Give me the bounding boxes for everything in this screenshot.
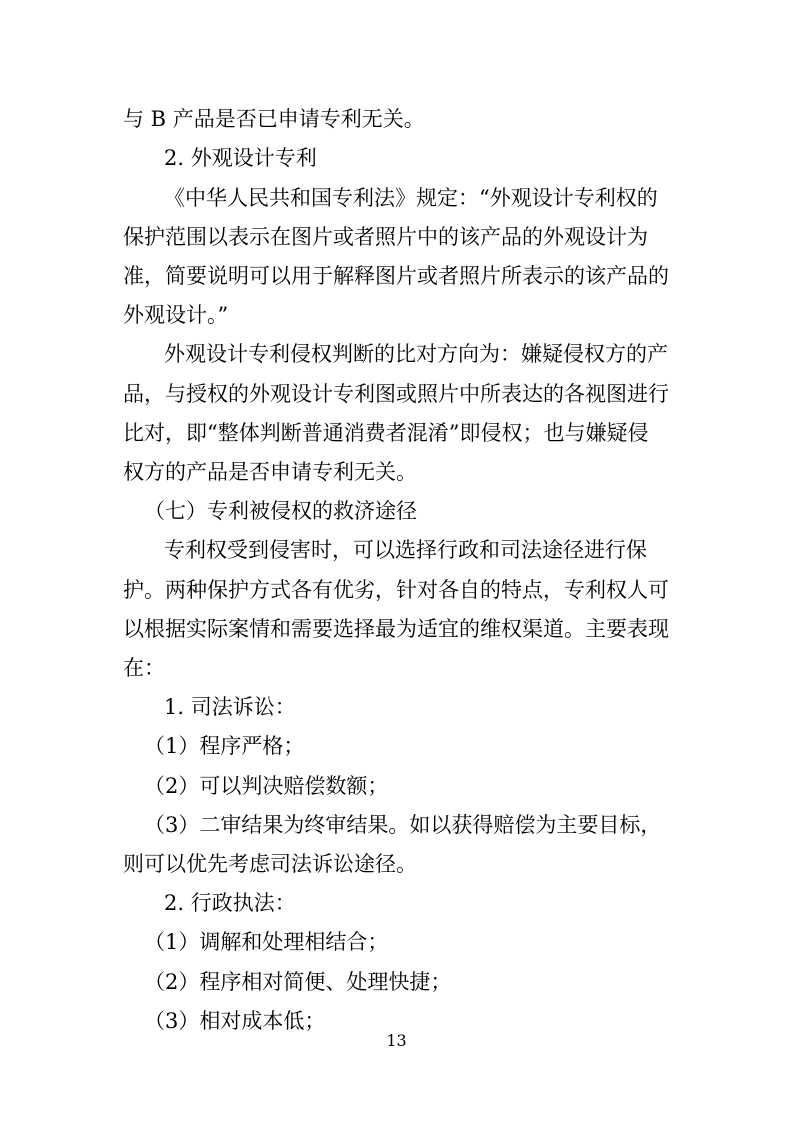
text-line: 准，简要说明可以用于解释图片或者照片所表示的该产品的	[123, 264, 669, 288]
text-line: 保护范围以表示在图片或者照片中的该产品的外观设计为	[123, 225, 648, 249]
text-line: 外观设计。”	[123, 303, 229, 327]
text-line: 专利权受到侵害时，可以选择行政和司法途径进行保	[164, 538, 647, 562]
list-item: （2）程序相对简便、处理快捷；	[144, 970, 452, 994]
list-heading: 2. 行政执法：	[164, 891, 296, 915]
list-item: （1）程序严格；	[144, 734, 305, 758]
text-line: 以根据实际案情和需要选择最为适宜的维权渠道。主要表现	[123, 617, 669, 641]
list-item: （3）二审结果为终审结果。如以获得赔偿为主要目标，	[144, 813, 662, 837]
list-item: （2）可以判决赔偿数额；	[144, 774, 389, 798]
text-line: 外观设计专利侵权判断的比对方向为：嫌疑侵权方的产	[164, 342, 668, 366]
list-item: （3）相对成本低；	[144, 1009, 326, 1033]
list-heading: 1. 司法诉讼：	[164, 695, 296, 719]
text-line: 比对，即“整体判断普通消费者混淆”即侵权；也与嫌疑侵	[123, 421, 649, 445]
text-line: 与 B 产品是否已申请专利无关。	[123, 107, 425, 131]
text-line: 权方的产品是否申请专利无关。	[123, 460, 417, 484]
text-line: 在：	[123, 656, 165, 680]
section-heading: 2. 外观设计专利	[164, 146, 317, 170]
section-heading: （七）专利被侵权的救济途径	[144, 499, 417, 523]
list-item: （1）调解和处理相结合；	[144, 930, 389, 954]
page-number: 13	[386, 1031, 407, 1050]
text-line: 《中华人民共和国专利法》规定：“外观设计专利权的	[164, 186, 658, 210]
text-line: 则可以优先考虑司法诉讼途径。	[123, 852, 417, 876]
text-line: 护。两种保护方式各有优劣，针对各自的特点，专利权人可	[123, 578, 669, 602]
text-line: 品，与授权的外观设计专利图或照片中所表达的各视图进行	[123, 382, 669, 406]
